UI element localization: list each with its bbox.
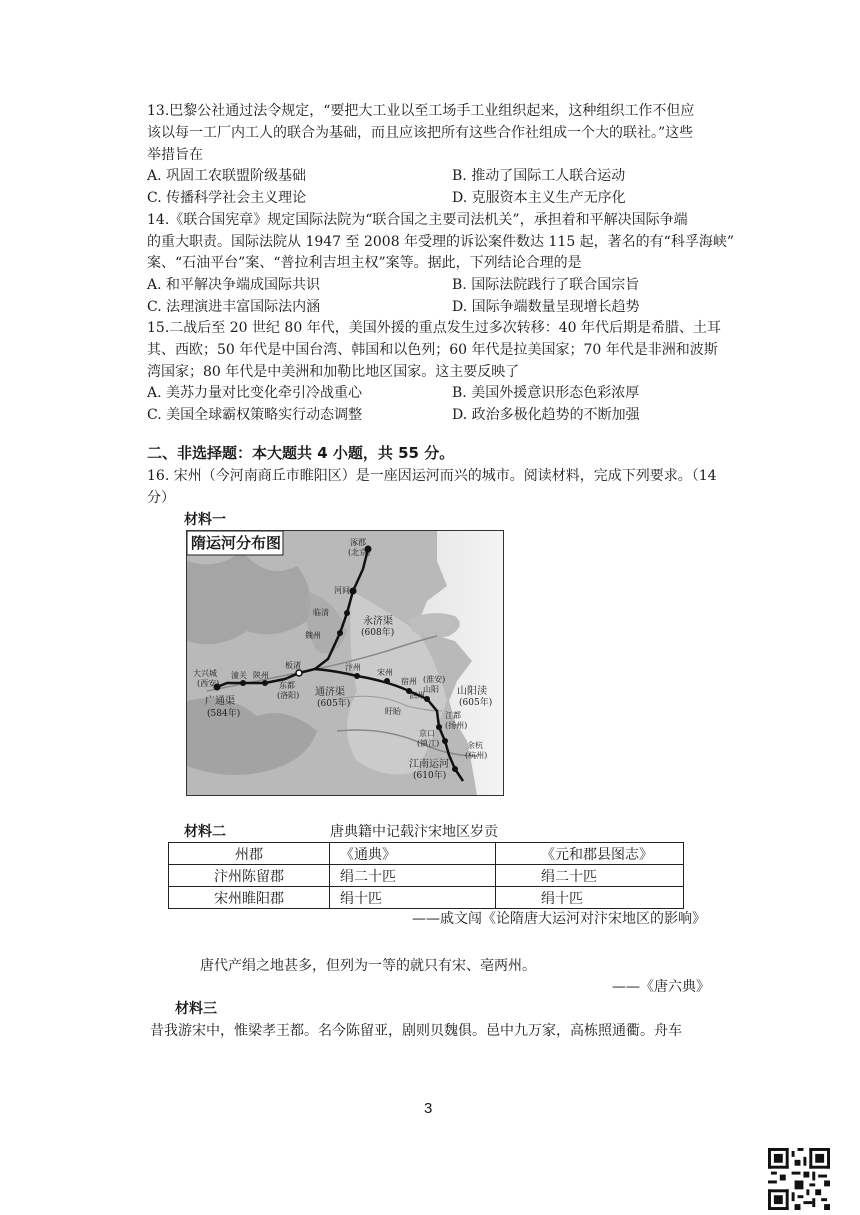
table-header: 《元和郡县图志》 [496, 843, 684, 865]
map-label-shanyang: 山阳 [423, 685, 439, 694]
map-label-xuyi: 盱眙 [385, 707, 401, 716]
table-title: 唐典籍中记载汴宋地区岁贡 [330, 824, 498, 840]
q15-option-b: B. 美国外援意识形态色彩浓厚 [452, 385, 640, 401]
q13-stem-line1: 13.巴黎公社通过法令规定，“要把大工业以至工场手工业组织起来，这种组织工作不但应 [147, 103, 695, 119]
map-label-zhenjiang: (镇江) [417, 739, 440, 748]
map-label-jiangnanhe: 江南运河 [409, 759, 449, 770]
section-heading: 二、非选择题：本大题共 4 小题，共 55 分。 [147, 444, 455, 462]
table-cell: 绢十匹 [330, 887, 496, 909]
map-label-xian: (西安) [197, 679, 220, 688]
table-cell: 宋州睢阳郡 [169, 887, 330, 909]
q15-option-a: A. 美苏力量对比变化牵引冷战重心 [147, 385, 363, 401]
map-label-shanyang-year: (605年) [459, 698, 493, 708]
map-label-shanzhou: 陕州 [253, 671, 269, 680]
map-label-shanyangdu: 山阳渎 [457, 686, 487, 697]
map-label-suzhou: 宿州 [401, 677, 417, 686]
map-label-dongdu: 东都 [279, 681, 295, 690]
q13-stem-line2: 该以每一工厂内工人的联合为基础，而且应该把所有这些合作社组成一个大的联社。”这些 [147, 125, 694, 141]
table-row [169, 865, 684, 887]
map-label-guangtong-year: (584年) [207, 709, 241, 719]
q14-option-d: D. 国际争端数量呈现增长趋势 [452, 299, 640, 315]
q16-stem-line2: 分） [147, 490, 175, 506]
map-title: 隋运河分布图 [191, 534, 282, 552]
material-two-quote: 唐代产绢之地甚多，但列为一等的就只有宋、亳两州。 [200, 958, 536, 974]
q15-option-d: D. 政治多极化趋势的不断加强 [452, 407, 640, 423]
map-label-yongjiqu: 永济渠 [363, 616, 393, 627]
map-label-tongguan: 潼关 [231, 671, 247, 680]
map-label-banzhu: 板渚 [285, 661, 301, 670]
q13-option-c: C. 传播科学社会主义理论 [147, 190, 307, 206]
q15-stem-line3: 湾国家；80 年代是中美洲和加勒比地区国家。这主要反映了 [147, 364, 520, 380]
sui-canal-map [186, 530, 504, 796]
map-label-daxing: 大兴城 [193, 669, 217, 678]
q14-stem-line3: 案、“石油平台”案、“普拉利吉坦主权”案等。据此，下列结论合理的是 [147, 255, 582, 271]
map-label-hangzhou: (杭州) [465, 751, 488, 760]
q13-option-d: D. 克服资本主义生产无序化 [452, 190, 626, 206]
q14-option-b: B. 国际法院践行了联合国宗旨 [452, 277, 640, 293]
map-label-hejian: 河间 [334, 586, 350, 595]
map-label-tongji-year: (605年) [317, 699, 351, 709]
q15-stem-line2: 其、西欧；50 年代是中国台湾、韩国和以色列；60 年代是拉美国家；70 年代是非洲和波斯 [147, 342, 718, 358]
map-label-luoyang: (洛阳) [277, 691, 300, 700]
material-two-label: 材料二 [184, 824, 226, 840]
q13-stem-line3: 举措旨在 [147, 147, 203, 163]
map-label-yangzhou: (扬州) [445, 721, 468, 730]
q13-option-a: A. 巩固工农联盟阶级基础 [147, 168, 307, 184]
quote-source: ——《唐六典》 [612, 979, 710, 995]
q15-option-c: C. 美国全球霸权策略实行动态调整 [147, 407, 363, 423]
map-label-huaian: (淮安) [423, 675, 446, 684]
map-label-tongjiqu: 通济渠 [315, 687, 345, 698]
q15-stem-line1: 15.二战后至 20 世纪 80 年代，美国外援的重点发生过多次转移：40 年代后期是希腊、土耳 [147, 320, 721, 336]
material-one-label: 材料一 [184, 512, 226, 528]
map-label-sizhou: 泗州 [409, 691, 425, 700]
page-number: 3 [424, 1100, 433, 1117]
table-cell: 汴州陈留郡 [169, 865, 330, 887]
map-label-yongji-year: (608年) [361, 628, 395, 638]
map-label-zhuojun: 涿郡 [350, 538, 366, 547]
material-three-label: 材料三 [175, 1001, 217, 1017]
q14-option-a: A. 和平解决争端成国际共识 [147, 277, 321, 293]
map-label-songzhou: 宋州 [377, 668, 393, 677]
map-label-guangtongqu: 广通渠 [205, 696, 235, 707]
map-label-linqing: 临清 [313, 608, 329, 617]
map-label-jingkou: 京口 [419, 729, 435, 738]
table-source: ——戚文闯《论隋唐大运河对汴宋地区的影响》 [412, 911, 706, 927]
map-label-weixian: 魏州 [305, 631, 321, 640]
qr-code-icon [768, 1148, 830, 1210]
q14-stem-line2: 的重大职责。国际法院从 1947 至 2008 年受理的诉讼案件数达 115 起，著名的有“科孚海峡” [147, 234, 734, 250]
map-label-jiangnan-year: (610年) [413, 771, 447, 781]
map-label-bianzhou: 汴州 [345, 663, 361, 672]
q13-option-b: B. 推动了国际工人联合运动 [452, 168, 626, 184]
table-header: 《通典》 [330, 843, 496, 865]
table-header-row [169, 843, 684, 865]
map-label-jiangdu: 江都 [445, 711, 461, 720]
map-label-beijing: (北京) [348, 548, 371, 557]
q16-stem-line1: 16. 宋州（今河南商丘市睢阳区）是一座因运河而兴的城市。阅读材料，完成下列要求。（14 [147, 468, 717, 484]
table-cell: 绢二十匹 [330, 865, 496, 887]
table-cell: 绢十匹 [496, 887, 684, 909]
table-cell: 绢二十匹 [496, 865, 684, 887]
q14-stem-line1: 14.《联合国宪章》规定国际法院为“联合国之主要司法机关”，承担着和平解决国际争端 [147, 212, 688, 228]
map-label-yuhang: 余杭 [467, 741, 483, 750]
table-header: 州郡 [169, 843, 330, 865]
table-row [169, 887, 684, 909]
material-three-text: 昔我游宋中，惟梁孝王都。名今陈留亚，剧则贝魏俱。邑中九万家，高栋照通衢。舟车 [150, 1023, 682, 1039]
tribute-table [168, 842, 684, 909]
q14-option-c: C. 法理演进丰富国际法内涵 [147, 299, 321, 315]
